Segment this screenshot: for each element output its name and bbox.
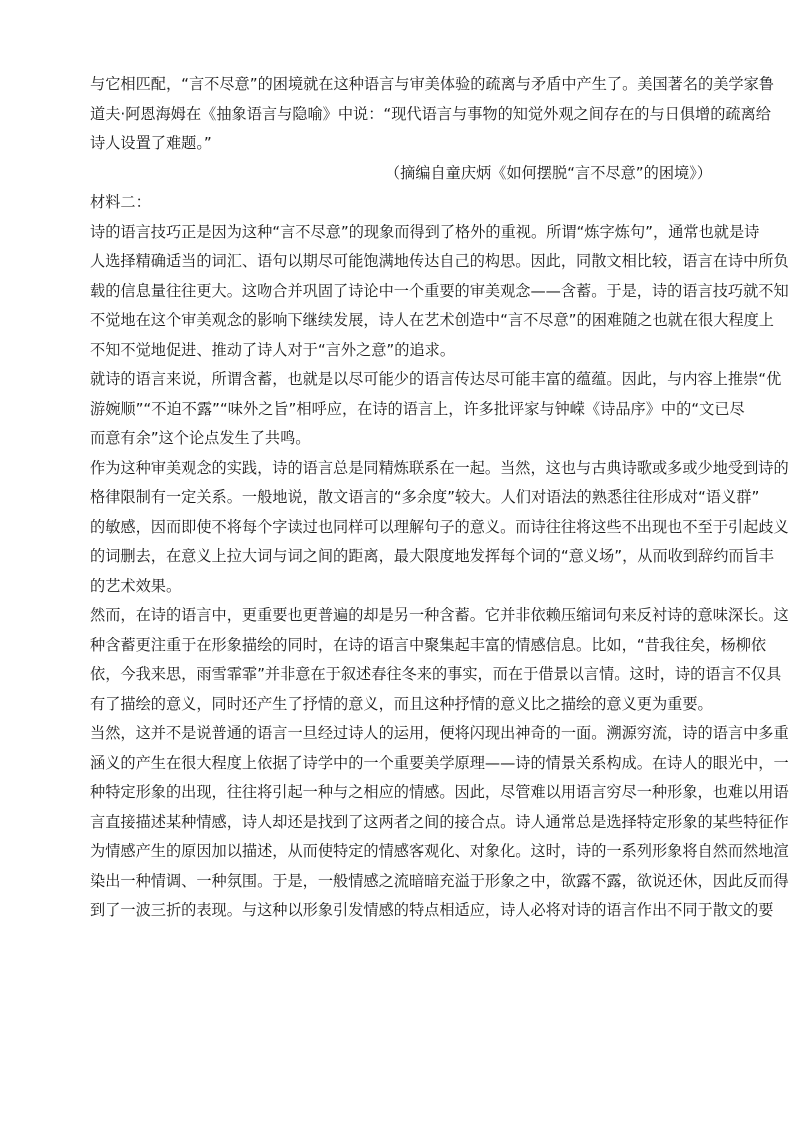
para-m2-3 bbox=[90, 454, 789, 602]
material-heading: 材料二： bbox=[90, 193, 151, 211]
text-line: 作为这种审美观念的实践，诗的语言总是同精炼联系在一起。当然，这也与古典诗歌或多或少地受到诗的 bbox=[90, 458, 789, 477]
source-citation: （摘编自童庆炳《如何摆脱“言不尽意”的困境》） bbox=[384, 163, 712, 182]
text-line: 为情感产生的原因加以描述，从而使特定的情感客观化、对象化。这时，诗的一系列形象将自然而然地渲 bbox=[90, 842, 789, 860]
text-line: 道夫·阿恩海姆在《抽象语言与隐喻》中说：“现代语言与事物的知觉外观之间存在的与日俱增的疏离给 bbox=[90, 104, 771, 123]
text-line: 当然，这并不是说普通的语言一旦经过诗人的运用，便将闪现出神奇的一面。溯源穷流，诗的语言中多重 bbox=[90, 724, 789, 742]
text-line: 种含蓄更注重于在形象描绘的同时，在诗的语言中聚集起丰富的情感信息。比如，“昔我往矣，杨柳依 bbox=[90, 635, 767, 654]
text-line: 染出一种情调、一种氛围。于是，一般情感之流暗暗充溢于形象之中，欲露不露，欲说还休，因此反而得 bbox=[90, 871, 789, 890]
text-line: 涵义的产生在很大程度上依据了诗学中的一个重要美学原理——诗的情景关系构成。在诗人的眼光中，一 bbox=[90, 753, 789, 772]
text-line: 而意有余”这个论点发生了共鸣。 bbox=[90, 429, 311, 447]
text-line: 诗人设置了难题。” bbox=[90, 134, 212, 152]
text-line: 的敏感，因而即使不将每个字读过也同样可以理解句子的意义。而诗往往将这些不出现也不至于引起歧义 bbox=[90, 517, 789, 536]
text-line: 游婉顺”“不迫不露”“味外之旨”相呼应，在诗的语言上，许多批评家与钟嵘《诗品序》中的“文已尽 bbox=[90, 399, 745, 418]
article-body bbox=[90, 70, 789, 926]
text-line: 到了一波三折的表现。与这种以形象引发情感的特点相适应，诗人必将对诗的语言作出不同于散文的要 bbox=[90, 901, 774, 919]
para-intro-continued bbox=[90, 70, 774, 159]
text-line: 不知不觉地促进、推动了诗人对于“言外之意”的追求。 bbox=[90, 340, 456, 359]
text-line: 的艺术效果。 bbox=[90, 576, 182, 595]
text-line: 不觉地在这个审美观念的影响下继续发展，诗人在艺术创造中“言不尽意”的困难随之也就在很大程度上 bbox=[90, 311, 774, 329]
text-line: 人选择精确适当的词汇、语句以期尽可能饱满地传达自己的构思。因此，同散文相比较，语言在诗中所负 bbox=[90, 252, 789, 270]
text-line: 的词删去，在意义上拉大词与词之间的距离，最大限度地发挥每个词的“意义场”，从而收到辞约而旨丰 bbox=[90, 547, 774, 565]
text-line: 种特定形象的出现，往往将引起一种与之相应的情感。因此，尽管难以用语言穷尽一种形象，也难以用语 bbox=[90, 783, 789, 801]
para-m2-1 bbox=[90, 218, 789, 366]
para-m2-4 bbox=[90, 601, 789, 719]
para-m2-2 bbox=[90, 365, 782, 454]
text-line: 与它相匹配，“言不尽意”的困境就在这种语言与审美体验的疏离与矛盾中产生了。美国著名的美学家鲁 bbox=[90, 75, 774, 93]
para-m2-5 bbox=[90, 719, 789, 926]
text-line: 诗的语言技巧正是因为这种“言不尽意”的现象而得到了格外的重视。所谓“炼字炼句”，通常也就是诗 bbox=[90, 222, 760, 241]
text-line: 言直接描述某种情感，诗人却还是找到了这两者之间的接合点。诗人通常总是选择特定形象的某些特征作 bbox=[90, 812, 789, 831]
text-line: 然而，在诗的语言中，更重要也更普遍的却是另一种含蓄。它并非依赖压缩词句来反衬诗的意味深长。这 bbox=[90, 606, 789, 624]
text-line: 格律限制有一定关系。一般地说，散文语言的“多余度”较大。人们对语法的熟悉往往形成对“语义群” bbox=[90, 488, 760, 506]
text-line: 有了描绘的意义，同时还产生了抒情的意义，而且这种抒情的意义比之描绘的意义更为重要。 bbox=[90, 694, 713, 713]
text-line: 载的信息量往往更大。这吻合并巩固了诗论中一个重要的审美观念——含蓄。于是，诗的语言技巧就不知 bbox=[90, 281, 789, 300]
text-line: 依，今我来思，雨雪霏霏”并非意在于叙述春往冬来的事实，而在于借景以言情。这时，诗的语言不仅具 bbox=[90, 665, 782, 683]
text-line: 就诗的语言来说，所谓含蓄，也就是以尽可能少的语言传达尽可能丰富的蕴蕴。因此，与内容上推崇“优 bbox=[90, 370, 782, 388]
